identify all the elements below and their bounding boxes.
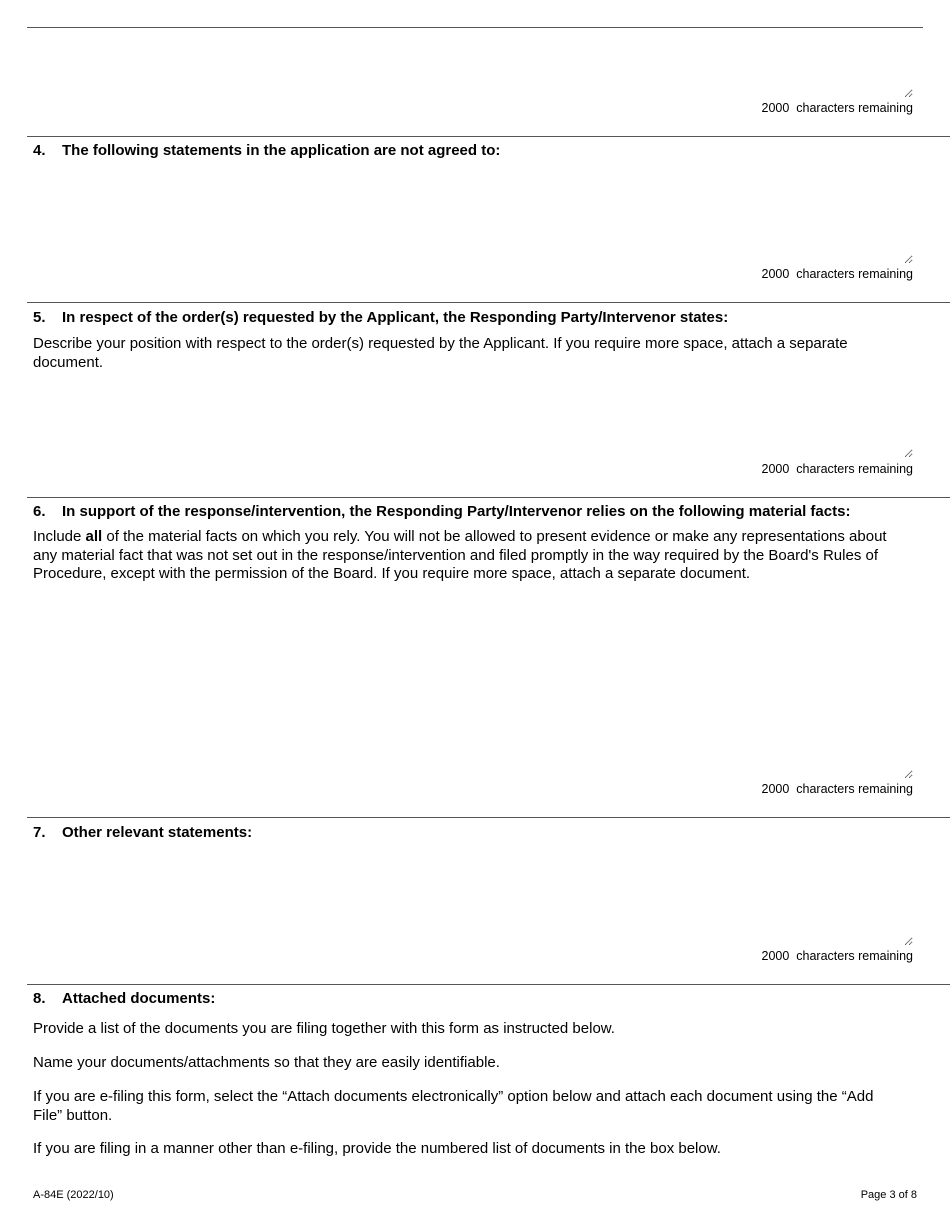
section-7-number: 7. (33, 824, 46, 841)
section-5-divider (27, 302, 950, 303)
section-5-instruction: Describe your position with respect to the order(s) requested by the Applicant. If you require more space, attach a separate document. (33, 335, 848, 371)
form-id: A-84E (2022/10) (33, 1189, 114, 1201)
section-4-title: The following statements in the application are not agreed to: (62, 142, 501, 159)
section-4-textarea[interactable] (33, 165, 913, 264)
section-7-textarea[interactable] (33, 847, 913, 946)
section-7-divider (27, 817, 950, 818)
section-5-number: 5. (33, 309, 46, 326)
section-4-divider (27, 136, 950, 137)
section-6-instruction-pre: Include (33, 528, 86, 545)
section-7-title: Other relevant statements: (62, 824, 253, 841)
section-8-heading (33, 990, 215, 1007)
section-8-paragraph-3: If you are e-filing this form, select the “Attach documents electronically” option below and attach each document using the “Add File” button. (33, 1088, 874, 1124)
section-6-heading (33, 503, 850, 520)
section-4-number: 4. (33, 142, 46, 159)
section-6-divider (27, 497, 950, 498)
section-8-paragraph-1: Provide a list of the documents you are filing together with this form as instructed below. (33, 1020, 615, 1037)
section-7-heading (33, 824, 252, 841)
section-6-textarea[interactable] (33, 590, 913, 779)
section-8-paragraph-2: Name your documents/attachments so that they are easily identifiable. (33, 1054, 500, 1071)
section-8-divider (27, 984, 950, 985)
section-4-char-counter: 2000 characters remaining (761, 267, 913, 281)
section-3-textarea[interactable] (33, 32, 913, 98)
section-6-char-counter: 2000 characters remaining (761, 782, 913, 796)
section-6-instruction-bold: all (85, 528, 103, 545)
section-8-paragraph-4: If you are filing in a manner other than e-filing, provide the numbered list of documents in the box below. (33, 1140, 721, 1157)
section-5-title: In respect of the order(s) requested by the Applicant, the Responding Party/Intervenor states: (62, 309, 729, 326)
section-5-char-counter: 2000 characters remaining (761, 462, 913, 476)
top-divider (27, 27, 923, 28)
section-6-number: 6. (33, 503, 46, 520)
section-8-number: 8. (33, 990, 46, 1007)
section-6-instruction (33, 528, 903, 584)
page-number: Page 3 of 8 (860, 1189, 917, 1201)
section-5-heading (33, 309, 728, 326)
section-6-instruction-post: of the material facts on which you rely. You will not be allowed to present evidence or make any representations about any material fact that was not set out in the response/intervention and filed promptly in the way required by the Board's Rules of Procedure, except with the permission of the Board. If you require more space, attach a separate document. (33, 528, 887, 582)
section-8-title: Attached documents: (62, 990, 216, 1007)
section-6-title: In support of the response/intervention, the Responding Party/Intervenor relies on the following material facts: (62, 503, 851, 520)
section-7-char-counter: 2000 characters remaining (761, 949, 913, 963)
section-4-heading (33, 142, 500, 159)
section-5-textarea[interactable] (33, 376, 913, 458)
section-3-char-counter: 2000 characters remaining (761, 101, 913, 115)
